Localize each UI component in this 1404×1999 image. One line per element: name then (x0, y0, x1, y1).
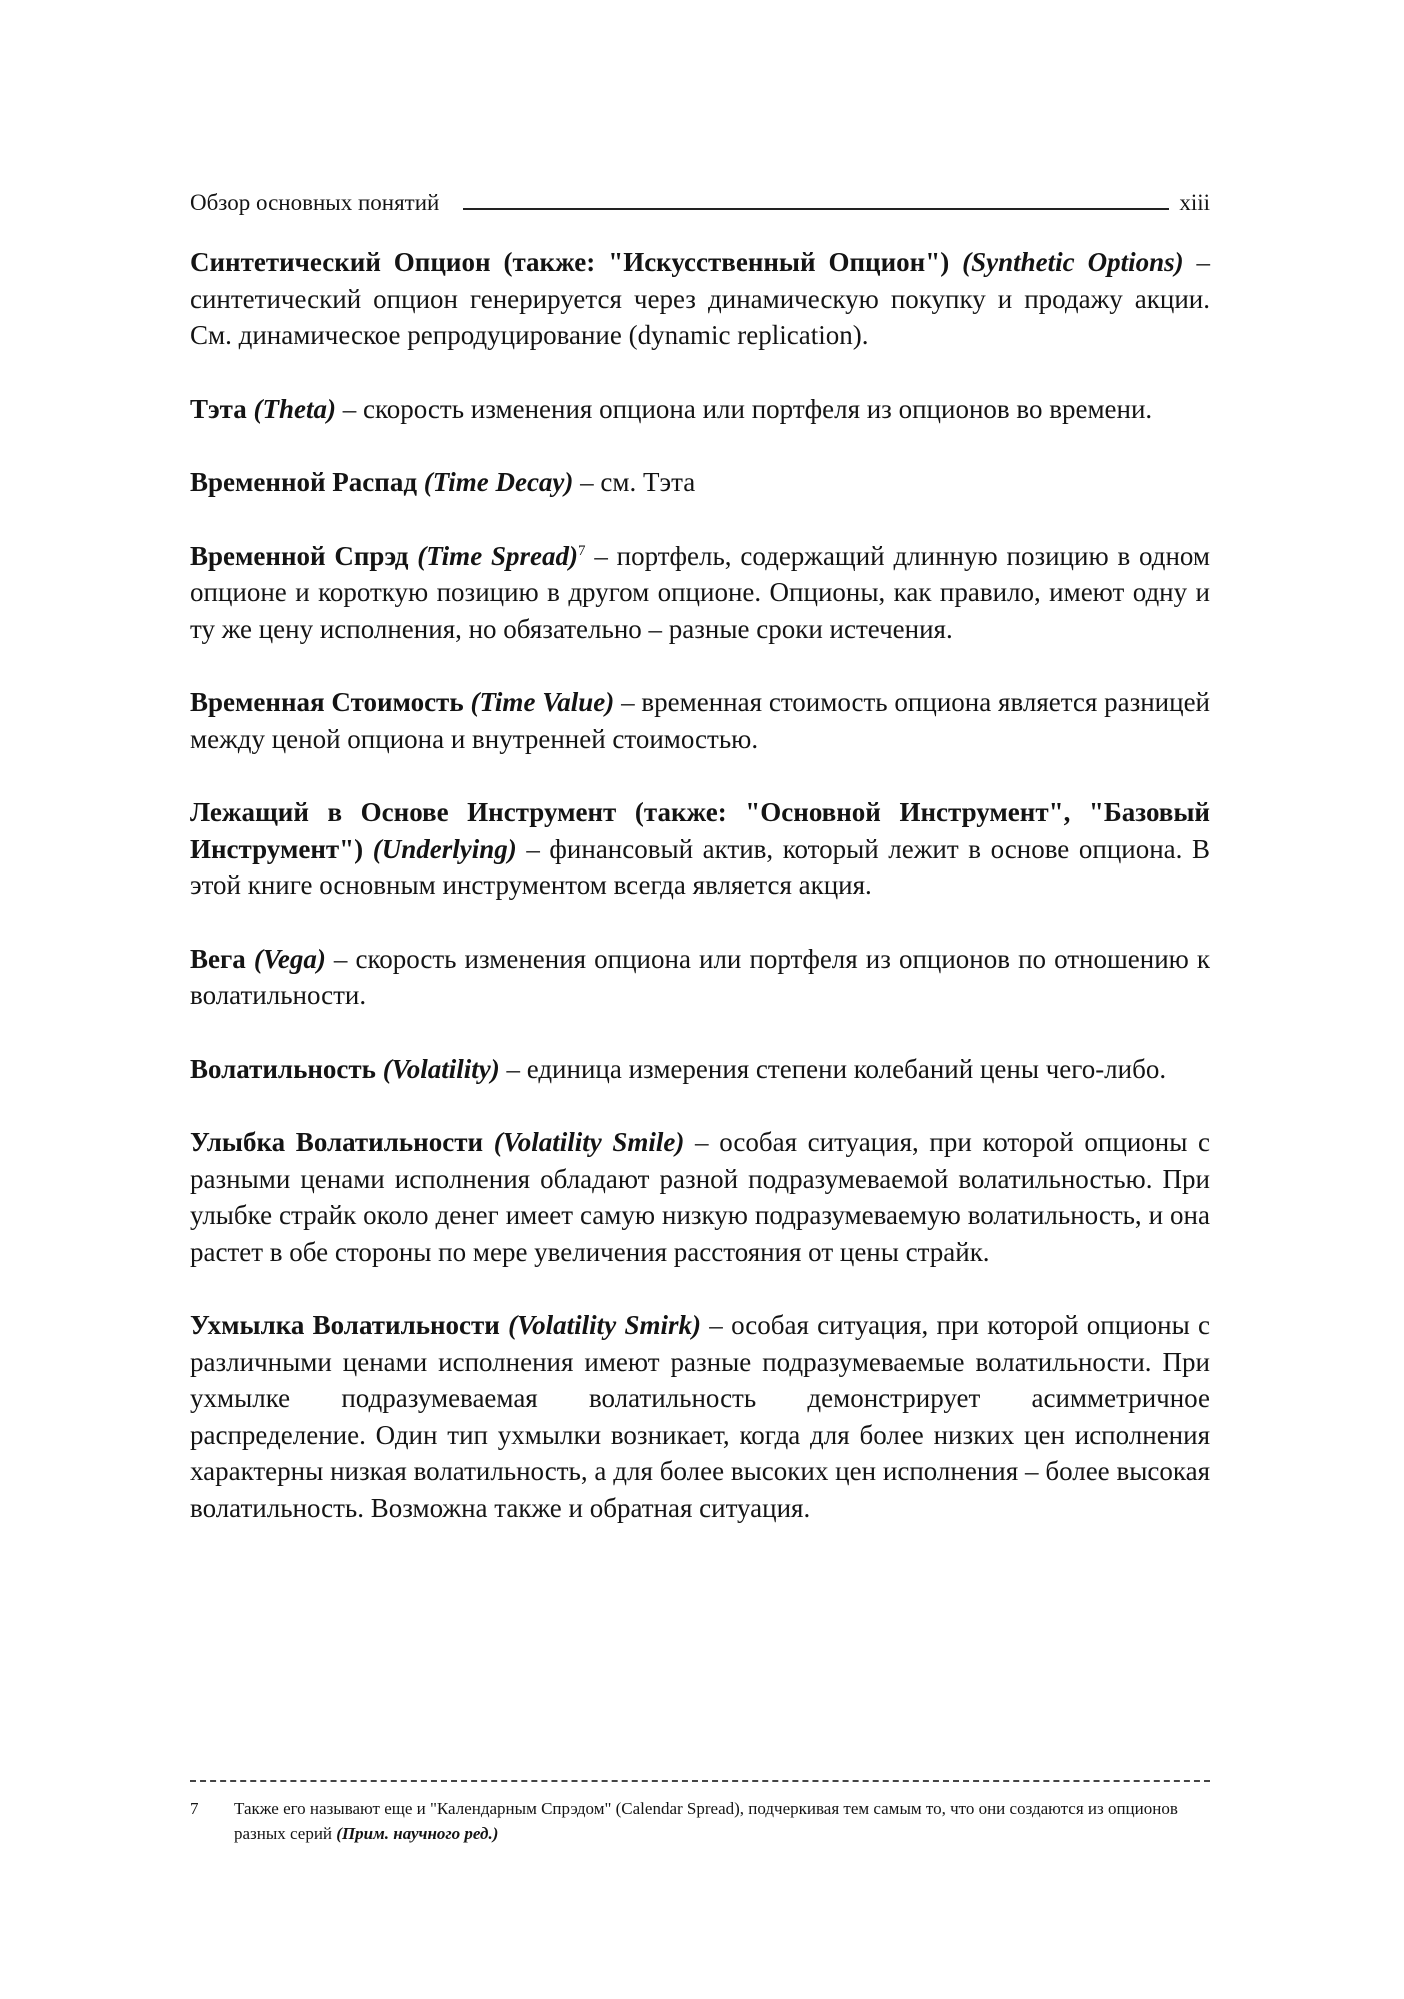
entry-english-term: (Vega) (253, 943, 326, 974)
entry-term: Улыбка Волатильности (190, 1127, 484, 1157)
entry-english-term: (Time Spread) (417, 540, 578, 571)
entry-term: Временной Спрэд (190, 540, 409, 571)
header-title: Обзор основных понятий (190, 190, 440, 215)
glossary-entry-vega (190, 941, 1210, 1014)
entry-term: Волатильность (190, 1053, 376, 1084)
entry-english-term: (Time Decay) (423, 467, 574, 497)
entry-english-term: (Time Value) (470, 687, 615, 717)
footnote-editor-note: (Прим. научного ред.) (336, 1824, 499, 1843)
entry-term: Лежащий в Основе Инструмент (также: "Основной Инструмент", "Базовый Инструмент") (190, 797, 1210, 864)
glossary-entry-time-value (190, 684, 1210, 757)
entry-definition: – см. Тэта (573, 467, 696, 497)
entry-definition: – скорость изменения опциона или портфеля из опционов во времени. (336, 393, 1153, 424)
glossary-entry-volatility-smirk (190, 1307, 1210, 1526)
entry-definition: – финансовый актив, который лежит в основе опциона. В этой книге основным инструментом всегда является акция. (190, 833, 1210, 900)
entry-term: Вега (190, 943, 246, 974)
glossary-entry-volatility (190, 1051, 1210, 1088)
entry-definition: – единица измерения степени колебаний цены чего-либо. (499, 1053, 1167, 1084)
entry-term: Тэта (190, 393, 247, 424)
entry-english-term: (Volatility) (382, 1053, 500, 1084)
page-number: xiii (1179, 190, 1210, 215)
entry-definition: – временная стоимость опциона является разницей между ценой опциона и внутренней стоимостью. (190, 687, 1211, 754)
entry-english-term: (Synthetic Options) (962, 247, 1184, 277)
footnote (190, 1796, 1210, 1846)
footnote-body (234, 1796, 1210, 1846)
entry-english-term: (Volatility Smile) (493, 1127, 685, 1157)
glossary-entry-theta (190, 391, 1210, 428)
footnote-divider (190, 1780, 1210, 1782)
entry-term: Ухмылка Волатильности (190, 1310, 500, 1340)
entry-definition: – особая ситуация, при которой опционы с разными ценами исполнения обладают разной подразумеваемой волатильностью. При улыбке страйк около денег имеет самую низкую подразумеваемую волатильность, и она растет в обе стороны по мере увеличения расстояния от цены страйк. (190, 1127, 1211, 1267)
entry-english-term: (Volatility Smirk) (508, 1310, 701, 1340)
entry-term: Временная Стоимость (190, 687, 464, 717)
entry-definition: – синтетический опцион генерируется через динамическую покупку и продажу акции. См. динамическое репродуцирование (dynamic replication). (190, 247, 1211, 350)
footnote-reference: 7 (578, 542, 586, 559)
entry-definition: – портфель, содержащий длинную позицию в одном опционе и короткую позицию в другом опционе. Опционы, как правило, имеют одну и ту же цену исполнения, но обязательно – разные сроки истечения. (190, 540, 1210, 644)
glossary-body (190, 244, 1210, 1563)
entry-definition: – скорость изменения опциона или портфеля из опционов по отношению к волатильности. (190, 943, 1211, 1010)
running-header (190, 186, 1210, 216)
footnote-text: Также его называют еще и "Календарным Спрэдом" (Calendar Spread), подчеркивая тем самым то, что они создаются из опционов разных серий (234, 1799, 1178, 1843)
glossary-entry-time-spread (190, 538, 1210, 648)
entry-english-term: (Theta) (253, 393, 337, 424)
footnote-number: 7 (190, 1799, 199, 1818)
glossary-entry-time-decay (190, 464, 1210, 501)
entry-english-term: (Underlying) (372, 833, 517, 864)
entry-term: Синтетический Опцион (также: "Искусственный Опцион") (190, 247, 950, 277)
glossary-entry-volatility-smile (190, 1124, 1210, 1270)
header-rule (463, 208, 1169, 210)
glossary-entry-synthetic-options (190, 244, 1210, 354)
entry-term: Временной Распад (190, 467, 417, 497)
glossary-entry-underlying (190, 794, 1210, 904)
entry-definition: – особая ситуация, при которой опционы с различными ценами исполнения имеют разные подразумеваемые волатильности. При ухмылке подразумеваемая волатильность демонстрирует асимметричное распределение. Один тип ухмылки возникает, когда для более низких цен исполнения характерны низкая волатильность, а для более высоких цен исполнения – более высокая волатильность. Возможна также и обратная ситуация. (190, 1310, 1210, 1523)
